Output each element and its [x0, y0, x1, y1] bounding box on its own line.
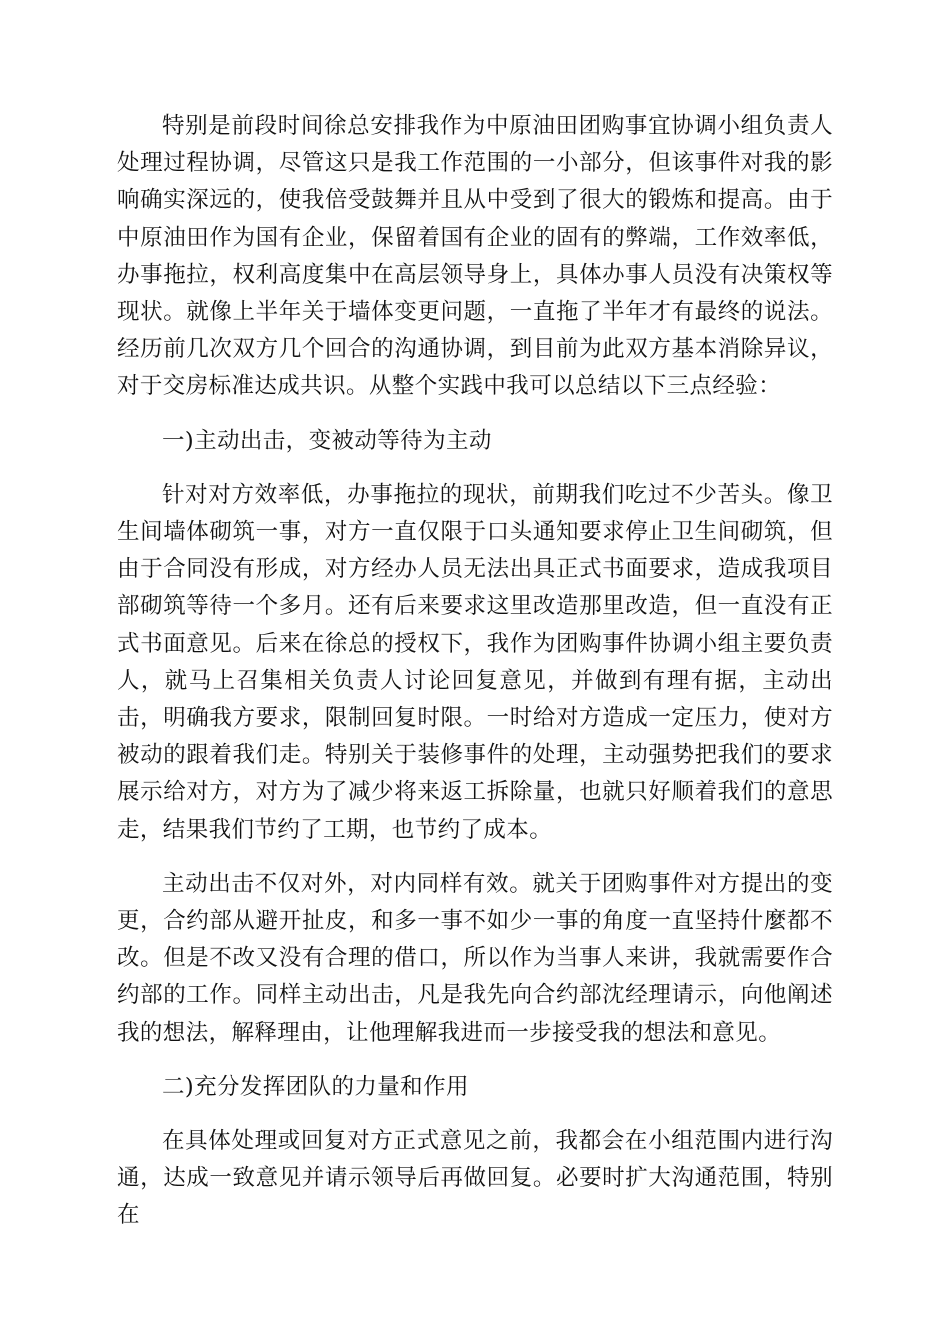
paragraph-section-1-a: 针对对方效率低，办事拖拉的现状，前期我们吃过不少苦头。像卫生间墙体砌筑一事，对方一直仅限于口头通知要求停止卫生间砌筑，但由于合同没有形成，对方经办人员无法出具正式书面要求，造成我项目部砌筑等待一个多月。还有后来要求这里改造那里改造，但一直没有正式书面意见。后来在徐总的授权下，我作为团购事件协调小组主要负责人，就马上召集相关负责人讨论回复意见，并做到有理有据，主动出击，明确我方要求，限制回复时限。一时给对方造成一定压力，使对方被动的跟着我们走。特别关于装修事件的处理，主动强势把我们的要求展示给对方，对方为了减少将来返工拆除量，也就只好顺着我们的意思走，结果我们节约了工期，也节约了成本。 [117, 481, 833, 843]
document-page [117, 108, 833, 1252]
section-heading-2: 二)充分发挥团队的力量和作用 [162, 1073, 469, 1100]
paragraph-section-2-a: 在具体处理或回复对方正式意见之前，我都会在小组范围内进行沟通，达成一致意见并请示领导后再做回复。必要时扩大沟通范围，特别在 [117, 1128, 833, 1229]
paragraph-section-1-b: 主动出击不仅对外，对内同样有效。就关于团购事件对方提出的变更，合约部从避开扯皮，和多一事不如少一事的角度一直坚持什麼都不改。但是不改又没有合理的借口，所以作为当事人来讲，我就需要作合约部的工作。同样主动出击，凡是我先向合约部沈经理请示，向他阐述我的想法，解释理由，让他理解我进而一步接受我的想法和意见。 [117, 870, 833, 1046]
section-heading-1: 一)主动出击，变被动等待为主动 [162, 427, 492, 454]
paragraph-intro: 特别是前段时间徐总安排我作为中原油田团购事宜协调小组负责人处理过程协调，尽管这只是我工作范围的一小部分，但该事件对我的影响确实深远的，使我倍受鼓舞并且从中受到了很大的锻炼和提高。由于中原油田作为国有企业，保留着国有企业的固有的弊端，工作效率低，办事拖拉，权利高度集中在高层领导身上，具体办事人员没有决策权等现状。就像上半年关于墙体变更问题，一直拖了半年才有最终的说法。经历前几次双方几个回合的沟通协调，到目前为此双方基本消除异议，对于交房标准达成共识。从整个实践中我可以总结以下三点经验： [117, 113, 833, 400]
